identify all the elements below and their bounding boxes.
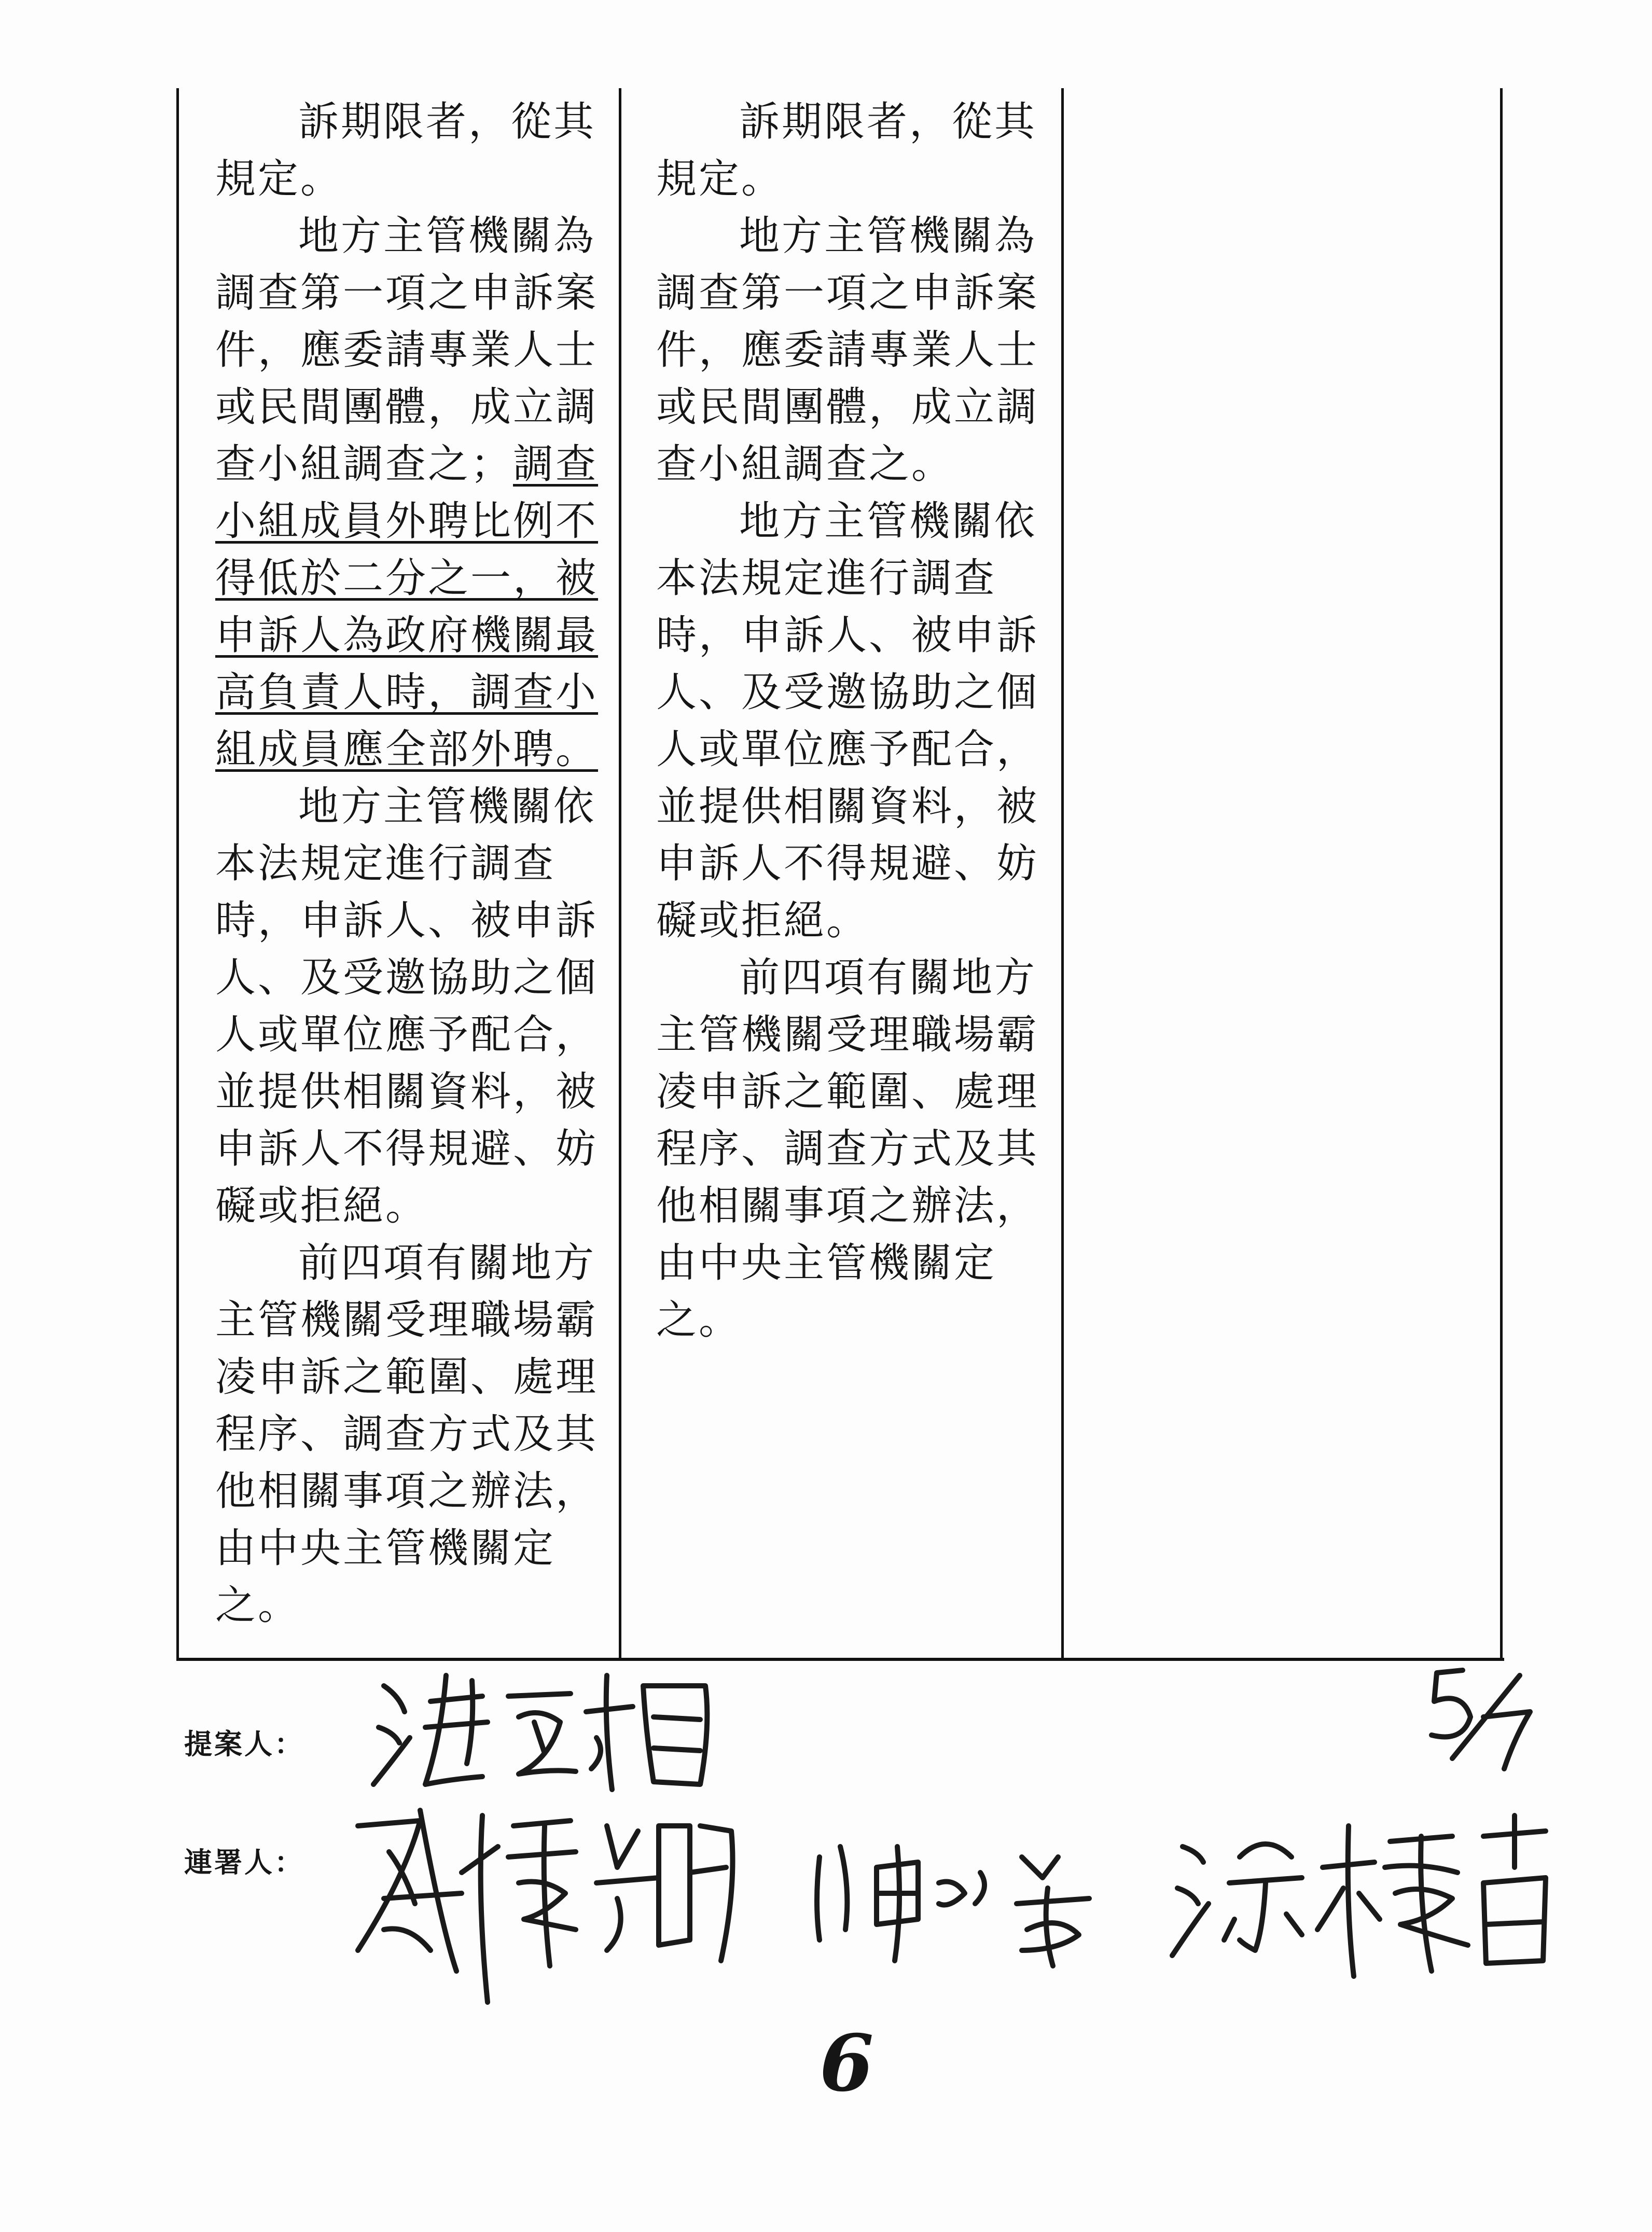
amended-paragraph-3: 地方主管機關依本法規定進行調查時，申訴人、被申訴人、及受邀協助之個人或單位應予配合，並提供相關資料，被申訴人不得規避、妨礙或拒絕。 [215,783,599,1229]
current-paragraph-2: 地方主管機關為調查第一項之申訴案件，應委請專業人士或民間團體，成立調查小組調查之。 [656,213,1039,488]
current-paragraph-3: 地方主管機關依本法規定進行調查時，申訴人、被申訴人、及受邀協助之個人或單位應予配合，並提供相關資料，被申訴人不得規避、妨礙或拒絕。 [656,498,1039,944]
table-border-left [176,88,179,1660]
current-paragraph-4: 前四項有關地方主管機關受理職場霸凌申訴之範圍、處理程序、調查方式及其他相關事項之辦法，由中央主管機關定之。 [656,954,1039,1343]
proposer-signature [363,1665,737,1800]
cosigner-signature-2 [799,1826,1120,1981]
current-text-column [656,93,1040,1660]
cosigner-signature-3 [1162,1805,1566,1992]
explanation-column [1100,93,1483,1660]
amended-paragraph-1: 訴期限者，從其規定。 [215,99,596,202]
table-border-right [1500,88,1503,1660]
column-divider-2 [1061,88,1064,1660]
cosigners-label: 連署人： [184,1846,304,1879]
cosigner-signature-1 [327,1795,752,2013]
current-paragraph-1: 訴期限者，從其規定。 [656,99,1037,202]
column-divider-1 [619,88,621,1660]
amended-paragraph-4: 前四項有關地方主管機關受理職場霸凌申訴之範圍、處理程序、調查方式及其他相關事項之辦法，由中央主管機關定之。 [215,1240,599,1629]
page-number: 6 [820,2018,874,2109]
comparison-table [176,88,1504,1665]
handwritten-page-note [1421,1660,1546,1774]
proposer-label: 提案人： [184,1728,304,1760]
amended-underlined-text: 調查小組成員外聘比例不得低於二分之一，被申訴人為政府機關最高負責人時，調查小組成員應全部外聘。 [215,441,599,773]
amended-paragraph-2: 地方主管機關為調查第一項之申訴案件，應委請專業人士或民間團體，成立調查小組調查之；調查小組成員外聘比例不得低於二分之一，被申訴人為政府機關最高負責人時，調查小組成員應全部外聘。 [215,213,599,773]
amended-text-column [215,93,599,1660]
